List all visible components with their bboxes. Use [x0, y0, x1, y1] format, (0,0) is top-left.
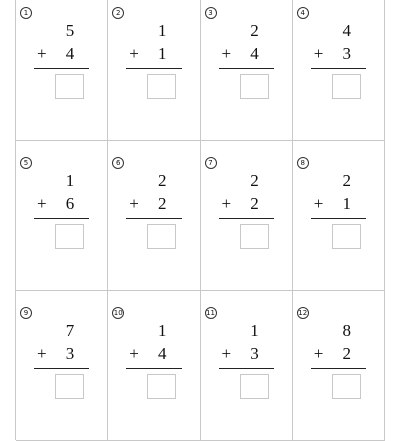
problem-cell — [16, 141, 108, 291]
operator: + — [221, 344, 232, 363]
operator: + — [129, 194, 139, 213]
problem-number: 11 — [206, 309, 215, 317]
addend-top: 4 — [342, 21, 351, 40]
problem-cell — [201, 291, 293, 441]
worksheet-grid — [15, 0, 385, 440]
problem-number: 6 — [112, 157, 124, 169]
addend-top: 1 — [158, 21, 167, 40]
sum-line — [311, 368, 366, 369]
problem-cell — [16, 0, 108, 141]
answer-box[interactable] — [55, 374, 84, 399]
answer-box[interactable] — [240, 374, 269, 399]
problem-cell — [201, 141, 293, 291]
addend-top: 8 — [342, 321, 351, 340]
addend-bottom: 1 — [342, 194, 351, 213]
addend-top: 2 — [158, 171, 167, 190]
sum-line — [219, 368, 274, 369]
addend-bottom: 6 — [65, 194, 75, 213]
sum-line — [219, 68, 274, 69]
sum-line — [34, 68, 89, 69]
addend-top: 2 — [342, 171, 351, 190]
answer-box[interactable] — [55, 224, 84, 249]
operator: + — [221, 194, 232, 213]
problem-number: 5 — [20, 157, 32, 169]
problem-cell — [108, 291, 200, 441]
sum-line — [219, 218, 274, 219]
operator: + — [313, 344, 324, 363]
problem-cell — [16, 291, 108, 441]
addend-bottom: 4 — [250, 44, 259, 63]
answer-box[interactable] — [332, 224, 361, 249]
sum-line — [126, 218, 181, 219]
sum-line — [126, 68, 181, 69]
addend-bottom: 2 — [158, 194, 167, 213]
addend-bottom: 4 — [158, 344, 167, 363]
problem-number: 8 — [297, 157, 309, 169]
answer-box[interactable] — [240, 74, 269, 99]
operator: + — [37, 344, 47, 363]
addend-bottom: 3 — [342, 44, 351, 63]
sum-line — [126, 368, 181, 369]
answer-box[interactable] — [240, 224, 269, 249]
problem-cell — [108, 141, 200, 291]
problem-cell — [108, 0, 200, 141]
operator: + — [221, 44, 232, 63]
answer-box[interactable] — [147, 224, 176, 249]
operator: + — [129, 44, 139, 63]
problem-number: 10 — [113, 309, 123, 317]
addend-top: 2 — [250, 171, 259, 190]
answer-box[interactable] — [147, 74, 176, 99]
problem-number: 12 — [298, 309, 308, 317]
operator: + — [313, 44, 324, 63]
addend-bottom: 4 — [65, 44, 75, 63]
operator: + — [129, 344, 139, 363]
addend-bottom: 2 — [250, 194, 259, 213]
problem-cell — [293, 0, 385, 141]
addend-top: 2 — [250, 21, 259, 40]
sum-line — [311, 218, 366, 219]
addend-bottom: 1 — [158, 44, 167, 63]
operator: + — [37, 44, 47, 63]
sum-line — [34, 218, 89, 219]
problem-cell — [293, 291, 385, 441]
addend-bottom: 2 — [342, 344, 351, 363]
answer-box[interactable] — [332, 374, 361, 399]
operator: + — [313, 194, 324, 213]
problem-cell — [201, 0, 293, 141]
sum-line — [311, 68, 366, 69]
answer-box[interactable] — [147, 374, 176, 399]
problem-number: 2 — [112, 7, 124, 19]
problem-number: 9 — [20, 307, 32, 319]
addend-top: 1 — [158, 321, 167, 340]
problem-number: 1 — [20, 7, 32, 19]
addend-bottom: 3 — [250, 344, 259, 363]
problem-number: 7 — [205, 157, 217, 169]
addend-bottom: 3 — [65, 344, 75, 363]
problem-number: 3 — [205, 7, 217, 19]
sum-line — [34, 368, 89, 369]
addend-top: 5 — [65, 21, 75, 40]
problem-number: 4 — [297, 7, 309, 19]
addend-top: 7 — [65, 321, 75, 340]
problem-cell — [293, 141, 385, 291]
addend-top: 1 — [250, 321, 259, 340]
operator: + — [37, 194, 47, 213]
answer-box[interactable] — [332, 74, 361, 99]
addend-top: 1 — [65, 171, 75, 190]
answer-box[interactable] — [55, 74, 84, 99]
